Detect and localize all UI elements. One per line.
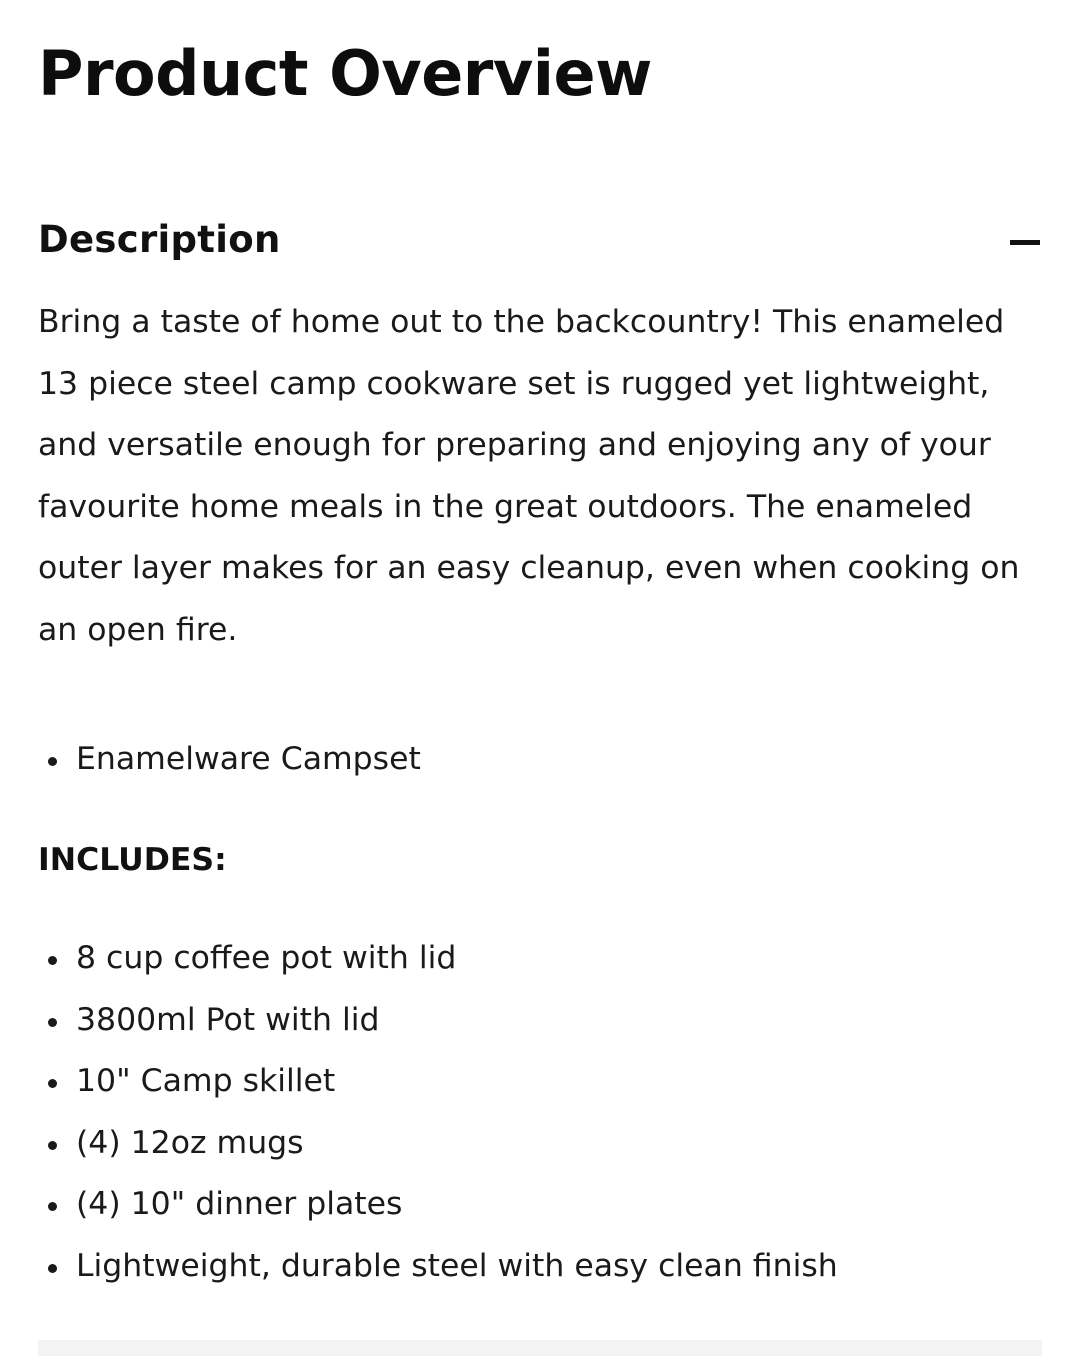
list-item: (4) 10" dinner plates bbox=[38, 1174, 1038, 1236]
includes-heading: INCLUDES: bbox=[38, 842, 227, 878]
list-item: 8 cup coffee pot with lid bbox=[38, 928, 1038, 990]
product-description: Bring a taste of home out to the backcountry! This enameled 13 piece steel camp cookware set is rugged yet lightweight, and versatile enough for preparing and enjoying any of your favourite home meals in the great outdoors. The enameled outer layer makes for an easy cleanup, even when cooking on an open fire. bbox=[38, 304, 1020, 648]
list-item: 3800ml Pot with lid bbox=[38, 990, 1038, 1052]
list-item: Lightweight, durable steel with easy clean finish bbox=[38, 1236, 1038, 1298]
list-item: 10" Camp skillet bbox=[38, 1051, 1038, 1113]
section-heading-description: Description bbox=[38, 218, 281, 261]
includes-list bbox=[38, 928, 1038, 1297]
list-item: (4) 12oz mugs bbox=[38, 1113, 1038, 1175]
list-item: Enamelware Campset bbox=[38, 729, 1038, 791]
page-title: Product Overview bbox=[38, 37, 652, 110]
description-accordion-toggle[interactable] bbox=[38, 212, 1042, 268]
minus-icon[interactable] bbox=[1010, 240, 1040, 245]
section-divider bbox=[38, 1340, 1042, 1356]
feature-list bbox=[38, 729, 1038, 791]
